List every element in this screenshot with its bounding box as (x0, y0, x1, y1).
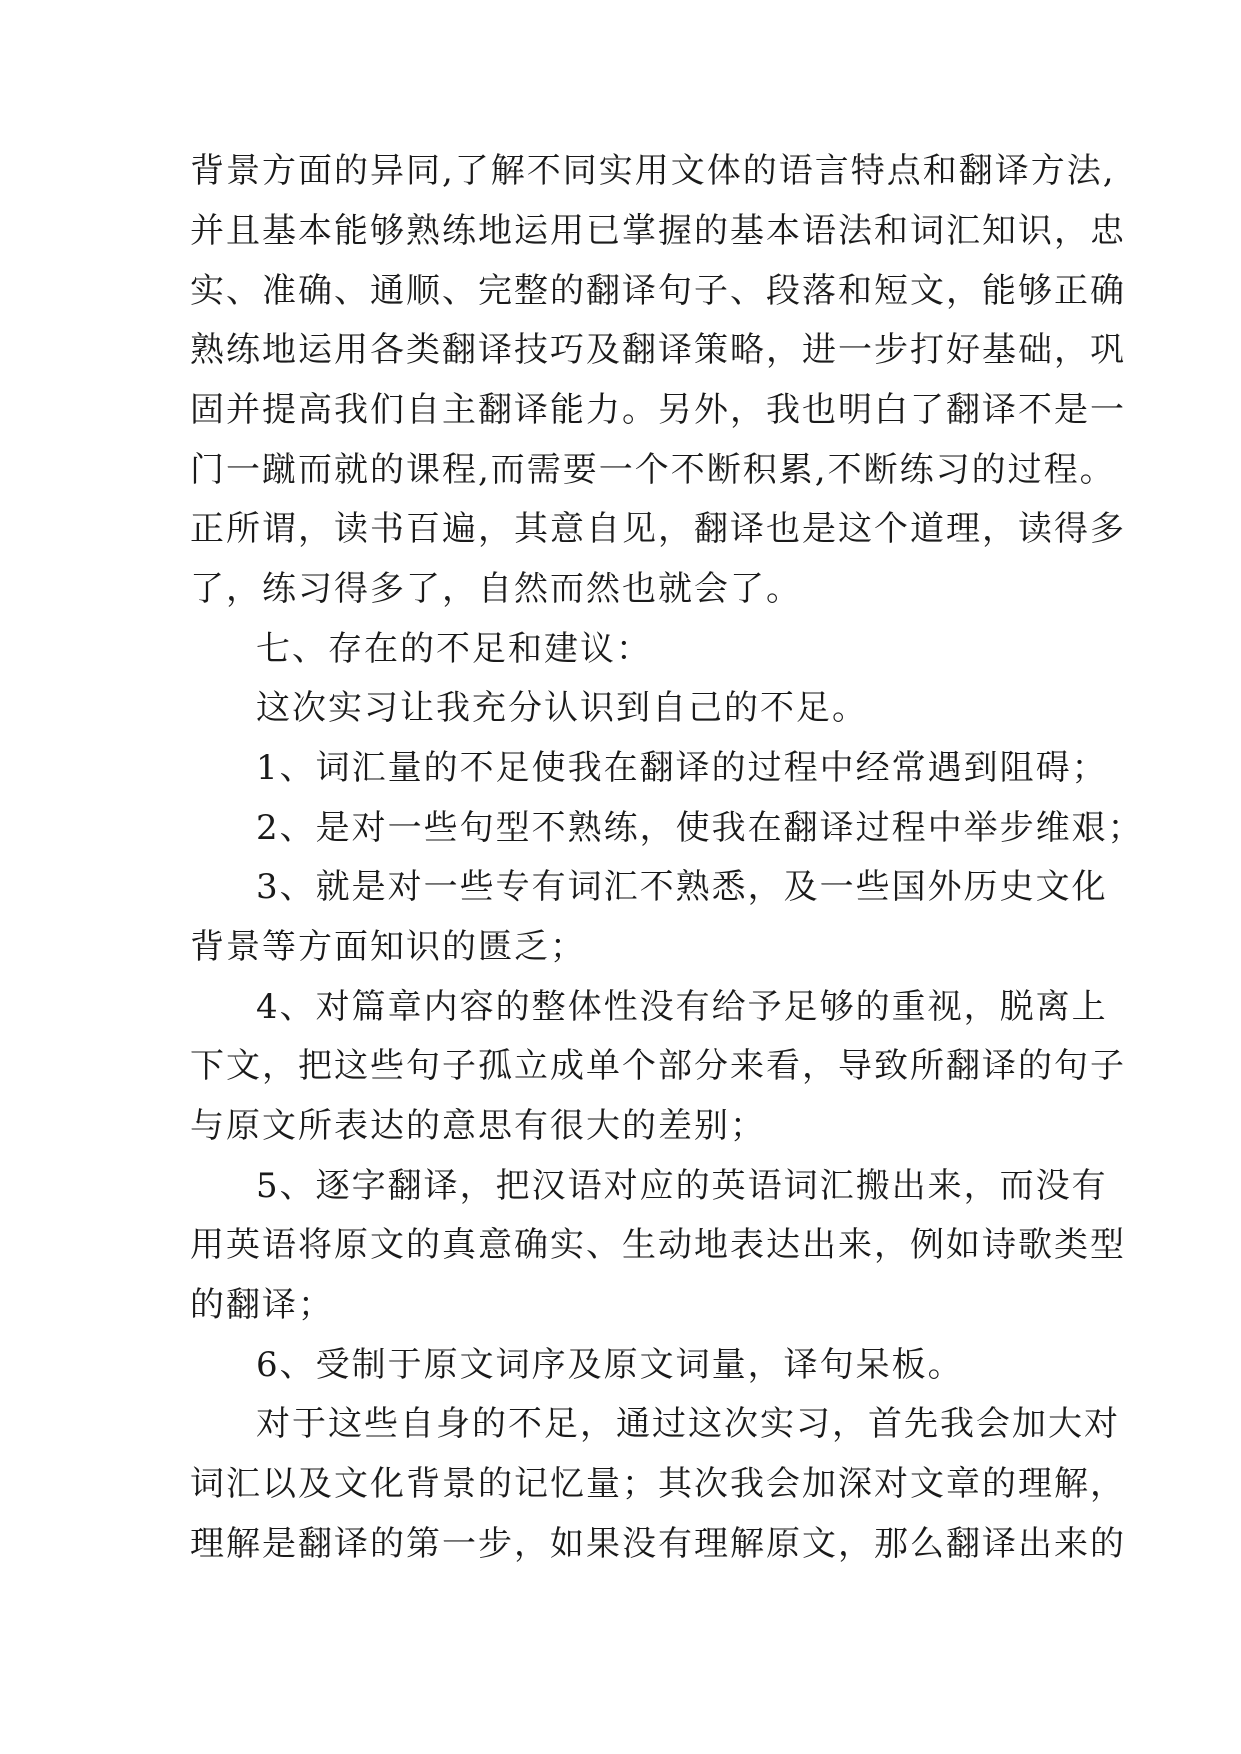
text-line: 正所谓，读书百遍，其意自见，翻译也是这个道理，读得多 (190, 509, 1126, 549)
text-line: 用英语将原文的真意确实、生动地表达出来，例如诗歌类型 (190, 1225, 1126, 1265)
text-line: 下文，把这些句子孤立成单个部分来看，导致所翻译的句子 (190, 1046, 1126, 1086)
list-item: 4、对篇章内容的整体性没有给予足够的重视，脱离上 (256, 987, 1108, 1027)
text-line: 门一蹴而就的课程,而需要一个不断积累,不断练习的过程。 (190, 450, 1116, 490)
list-item: 6、受制于原文词序及原文词量，译句呆板。 (256, 1345, 964, 1385)
list-item: 2、是对一些句型不熟练，使我在翻译过程中举步维艰； (256, 808, 1144, 848)
text-line: 与原文所表达的意思有很大的差别； (190, 1106, 766, 1146)
text-line: 实、准确、通顺、完整的翻译句子、段落和短文，能够正确 (190, 271, 1126, 311)
text-line: 熟练地运用各类翻译技巧及翻译策略，进一步打好基础，巩 (190, 330, 1126, 370)
text-line: 的翻译； (190, 1285, 334, 1325)
list-item: 5、逐字翻译，把汉语对应的英语词汇搬出来，而没有 (256, 1166, 1108, 1206)
text-line: 这次实习让我充分认识到自己的不足。 (256, 688, 868, 728)
text-line: 对于这些自身的不足，通过这次实习，首先我会加大对 (256, 1404, 1120, 1444)
text-line: 了，练习得多了，自然而然也就会了。 (190, 569, 802, 609)
text-line: 词汇以及文化背景的记忆量；其次我会加深对文章的理解， (190, 1464, 1126, 1504)
list-item: 3、就是对一些专有词汇不熟悉，及一些国外历史文化 (256, 867, 1108, 907)
section-heading: 七、存在的不足和建议： (256, 629, 652, 669)
list-item: 1、词汇量的不足使我在翻译的过程中经常遇到阻碍； (256, 748, 1108, 788)
text-line: 理解是翻译的第一步，如果没有理解原文，那么翻译出来的 (190, 1524, 1126, 1564)
text-line: 固并提高我们自主翻译能力。另外，我也明白了翻译不是一 (190, 390, 1126, 430)
text-line: 背景等方面知识的匮乏； (190, 927, 586, 967)
text-line: 背景方面的异同,了解不同实用文体的语言特点和翻译方法, (190, 151, 1116, 191)
text-line: 并且基本能够熟练地运用已掌握的基本语法和词汇知识，忠 (190, 211, 1126, 251)
